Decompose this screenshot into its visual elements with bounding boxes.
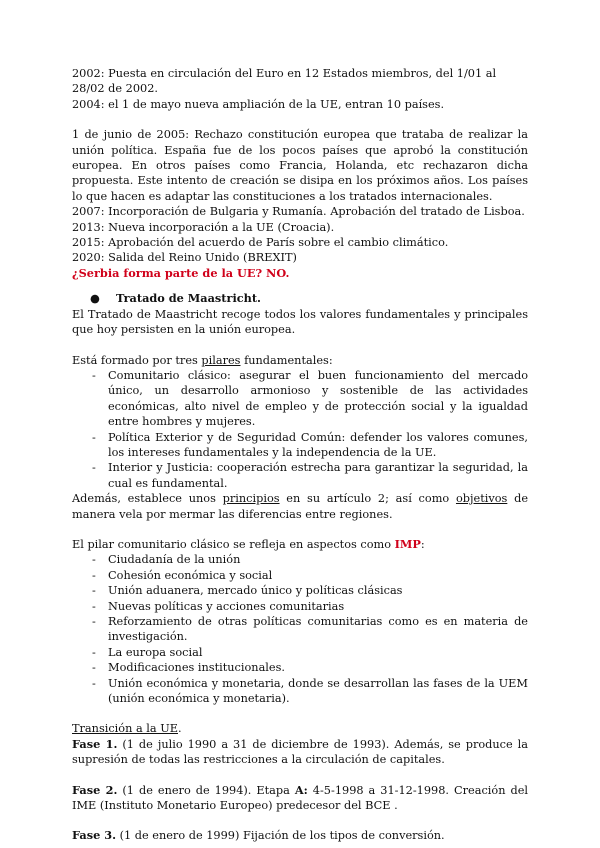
list-item-text: Unión económica y monetaria, donde se desarrollan las fases de la UEM (unión económica y monetaria). bbox=[108, 676, 528, 706]
fase-label: Fase 2. bbox=[72, 782, 118, 797]
dash-icon: - bbox=[92, 430, 96, 444]
imp-highlight: IMP bbox=[394, 536, 421, 551]
list-item bbox=[72, 676, 528, 707]
spacer bbox=[72, 813, 528, 828]
list-item-text: Nuevas políticas y acciones comunitarias bbox=[108, 599, 345, 613]
fase-2-paragraph bbox=[72, 783, 528, 814]
text: Está formado por tres bbox=[72, 353, 202, 367]
pilar-intro bbox=[72, 537, 528, 552]
list-item bbox=[72, 568, 528, 583]
pilar-aspects-list bbox=[72, 552, 528, 706]
maastricht-intro: El Tratado de Maastricht recoge todos los valores fundamentales y principales que hoy persisten en la unión europea. bbox=[72, 307, 528, 337]
timeline-entry-2013: 2013: Nueva incorporación a la UE (Croacia). bbox=[72, 220, 335, 234]
timeline-entry-2005: 1 de junio de 2005: Rechazo constitución europea que trataba de realizar la unión política. España fue de los pocos países que aprobó la constitución europea. En otros países como Francia, Holanda, etc rechazaron dicha propuesta. Este intento de creación se disipa en los próximos años. Los países lo que hacen es adaptar las constituciones a los tratados internacionales. bbox=[72, 128, 528, 203]
article-2-paragraph bbox=[72, 491, 528, 522]
underlined-term-pilares: pilares bbox=[201, 353, 241, 367]
spacer bbox=[72, 338, 528, 353]
list-item-text: La europa social bbox=[108, 645, 203, 659]
list-item-text: Comunitario clásico: asegurar el buen funcionamiento del mercado único, un desarrollo armonioso y sostenible de las actividades económicas, alto nivel de empleo y de protección social y la igualdad entre hombres y mujeres. bbox=[108, 368, 528, 429]
spacer bbox=[72, 706, 528, 721]
list-item-text: Ciudadanía de la unión bbox=[108, 553, 241, 567]
text: fundamentales: bbox=[240, 353, 333, 367]
underlined-term-principios: principios bbox=[222, 492, 280, 506]
text: (1 de julio 1990 a 31 de diciembre de 1993). Además, se produce la supresión de todas las restricciones a la circulación de capitales. bbox=[72, 737, 528, 767]
dash-icon: - bbox=[92, 584, 96, 598]
dash-icon: - bbox=[92, 368, 96, 382]
list-item bbox=[72, 460, 528, 491]
pillars-list bbox=[72, 368, 528, 491]
underlined-term-objetivos: objetivos bbox=[455, 492, 508, 506]
spacer bbox=[72, 112, 528, 127]
document-page bbox=[72, 66, 528, 844]
list-item-text: Reforzamiento de otras políticas comunitarias como es en materia de investigación. bbox=[108, 615, 528, 644]
list-item-text: Interior y Justicia: cooperación estrecha para garantizar la seguridad, la cual es fundamental. bbox=[108, 461, 528, 490]
text: Además, establece unos bbox=[72, 492, 223, 506]
dash-icon: - bbox=[92, 676, 96, 690]
timeline-entry-2002: 2002: Puesta en circulación del Euro en 12 Estados miembros, del 1/01 al 28/02 de 2002. bbox=[72, 67, 497, 96]
list-item-text: Modificaciones institucionales. bbox=[108, 661, 285, 675]
list-item-text: Política Exterior y de Seguridad Común: defender los valores comunes, los intereses fundamentales y la independencia de la UE. bbox=[108, 430, 528, 459]
dash-icon: - bbox=[92, 599, 96, 613]
spacer bbox=[72, 768, 528, 783]
text: (1 de enero de 1994). Etapa bbox=[117, 783, 295, 797]
spacer bbox=[72, 281, 528, 291]
fase-label: Fase 1. bbox=[72, 736, 118, 751]
dash-icon: - bbox=[92, 645, 96, 659]
text: de manera vela por mermar las diferencias entre regiones. bbox=[72, 492, 529, 521]
dash-icon: - bbox=[92, 553, 96, 567]
transicion-heading bbox=[72, 721, 528, 736]
list-item bbox=[72, 660, 528, 675]
text: 4-5-1998 a 31-12-1998. Creación del IME (Instituto Monetario Europeo) predecesor del BCE . bbox=[72, 783, 529, 813]
text: (1 de enero de 1999) Fijación de los tipos de conversión. bbox=[116, 829, 445, 843]
serbia-question: ¿Serbia forma parte de la UE? NO. bbox=[72, 265, 290, 280]
list-item bbox=[72, 430, 528, 461]
text: en su artículo 2; así como bbox=[279, 492, 456, 506]
list-item-text: Cohesión económica y social bbox=[108, 568, 273, 582]
list-item bbox=[72, 368, 528, 430]
fase-label: Fase 3. bbox=[72, 828, 116, 843]
heading-text: Transición a la UE bbox=[72, 722, 178, 736]
fase-1-paragraph bbox=[72, 737, 528, 768]
dash-icon: - bbox=[92, 661, 96, 675]
timeline-entry-2004: 2004: el 1 de mayo nueva ampliación de la UE, entran 10 países. bbox=[72, 97, 445, 111]
spacer bbox=[72, 522, 528, 537]
heading-text: Tratado de Maastricht. bbox=[116, 291, 261, 306]
list-item bbox=[72, 583, 528, 598]
timeline-entry-2007: 2007: Incorporación de Bulgaria y Rumanía. Aprobación del tratado de Lisboa. bbox=[72, 205, 525, 219]
list-item bbox=[72, 552, 528, 567]
dash-icon: - bbox=[92, 568, 96, 582]
list-item bbox=[72, 645, 528, 660]
dash-icon: - bbox=[92, 461, 96, 475]
text: . bbox=[178, 722, 182, 736]
text: El pilar comunitario clásico se refleja en aspectos como bbox=[72, 537, 395, 551]
timeline-entry-2020: 2020: Salida del Reino Unido (BREXIT) bbox=[72, 251, 297, 265]
list-item-text: Unión aduanera, mercado único y políticas clásicas bbox=[108, 584, 403, 598]
list-item bbox=[72, 599, 528, 614]
section-heading-maastricht bbox=[72, 291, 528, 306]
fase-3-paragraph bbox=[72, 828, 528, 843]
dash-icon: - bbox=[92, 615, 96, 628]
etapa-label: A: bbox=[294, 782, 308, 797]
bullet-dot-icon: ● bbox=[90, 292, 100, 306]
list-item bbox=[72, 614, 528, 645]
text: : bbox=[420, 537, 425, 551]
timeline-entry-2015: 2015: Aprobación del acuerdo de París sobre el cambio climático. bbox=[72, 236, 449, 250]
pillars-intro bbox=[72, 353, 528, 368]
